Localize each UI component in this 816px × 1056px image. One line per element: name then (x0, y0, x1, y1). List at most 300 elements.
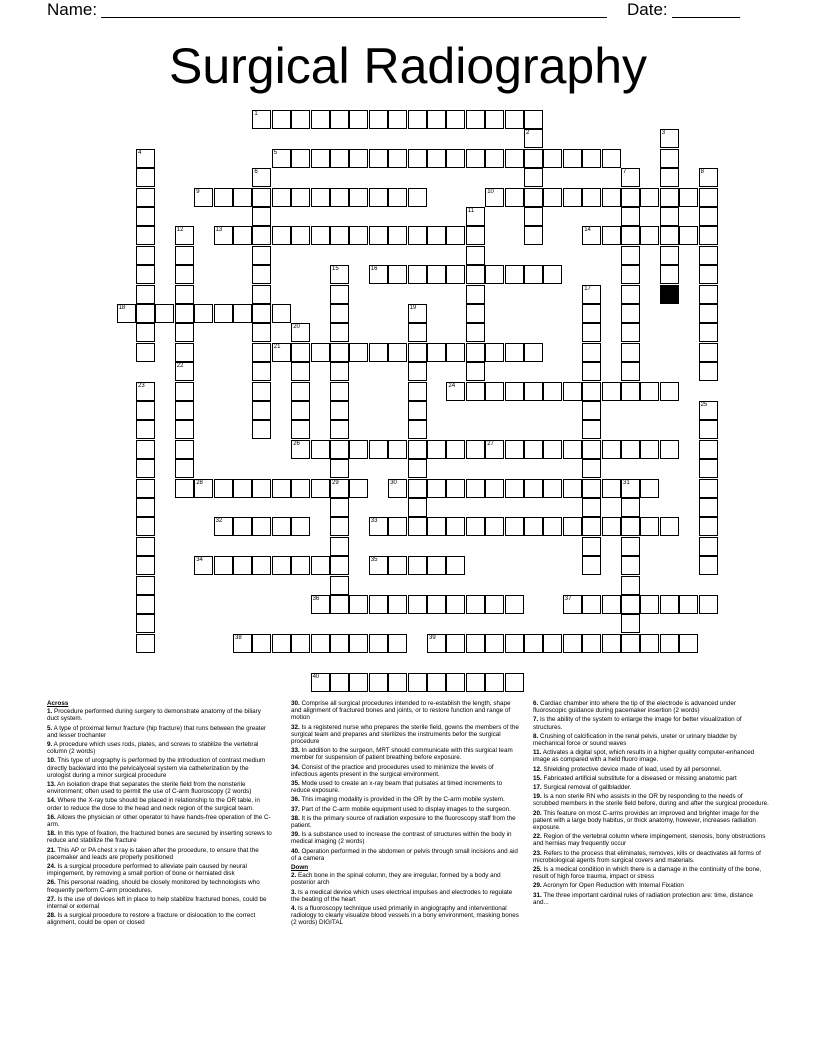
grid-cell[interactable] (660, 382, 679, 401)
grid-cell[interactable] (408, 265, 427, 284)
grid-cell[interactable] (621, 265, 640, 284)
grid-cell[interactable] (582, 459, 601, 478)
grid-cell[interactable] (699, 537, 718, 556)
grid-cell[interactable] (699, 343, 718, 362)
grid-cell[interactable] (252, 304, 271, 323)
grid-cell[interactable] (369, 110, 388, 129)
grid-cell[interactable] (369, 343, 388, 362)
grid-cell[interactable] (136, 614, 155, 633)
grid-cell[interactable] (175, 343, 194, 362)
grid-cell[interactable] (699, 265, 718, 284)
grid-cell[interactable] (524, 440, 543, 459)
grid-cell[interactable] (582, 343, 601, 362)
grid-cell[interactable] (524, 207, 543, 226)
grid-cell[interactable] (466, 673, 485, 692)
grid-cell[interactable] (543, 440, 562, 459)
grid-cell[interactable] (602, 226, 621, 245)
grid-cell[interactable] (660, 207, 679, 226)
grid-cell[interactable] (427, 343, 446, 362)
grid-cell[interactable] (485, 149, 504, 168)
grid-cell[interactable] (272, 517, 291, 536)
grid-cell[interactable] (427, 265, 446, 284)
grid-cell[interactable] (408, 323, 427, 342)
grid-cell[interactable] (505, 440, 524, 459)
grid-cell[interactable] (466, 246, 485, 265)
grid-cell[interactable] (582, 595, 601, 614)
grid-cell[interactable] (660, 440, 679, 459)
grid-cell[interactable] (446, 110, 465, 129)
grid-cell[interactable] (699, 188, 718, 207)
grid-cell[interactable] (505, 673, 524, 692)
grid-cell[interactable] (136, 343, 155, 362)
grid-cell[interactable] (252, 517, 271, 536)
grid-cell[interactable] (679, 188, 698, 207)
grid-cell[interactable] (252, 420, 271, 439)
grid-cell[interactable] (291, 149, 310, 168)
grid-cell[interactable] (349, 673, 368, 692)
grid-cell[interactable] (660, 595, 679, 614)
grid-cell[interactable] (621, 634, 640, 653)
grid-cell[interactable] (582, 440, 601, 459)
grid-cell[interactable] (446, 226, 465, 245)
grid-cell[interactable] (543, 479, 562, 498)
grid-cell[interactable] (524, 382, 543, 401)
grid-cell[interactable] (330, 226, 349, 245)
grid-cell[interactable] (446, 149, 465, 168)
grid-cell[interactable] (485, 343, 504, 362)
grid-cell[interactable] (524, 343, 543, 362)
grid-cell[interactable] (602, 440, 621, 459)
grid-cell[interactable] (369, 517, 388, 536)
grid-cell[interactable] (505, 188, 524, 207)
grid-cell[interactable] (330, 595, 349, 614)
grid-cell[interactable] (446, 440, 465, 459)
grid-cell[interactable] (621, 343, 640, 362)
grid-cell[interactable] (175, 226, 194, 245)
grid-cell[interactable] (136, 304, 155, 323)
grid-cell[interactable] (330, 362, 349, 381)
grid-cell[interactable] (640, 634, 659, 653)
grid-cell[interactable] (621, 207, 640, 226)
grid-cell[interactable] (252, 226, 271, 245)
grid-cell[interactable] (602, 188, 621, 207)
grid-cell[interactable] (446, 673, 465, 692)
grid-cell[interactable] (466, 479, 485, 498)
grid-cell[interactable] (136, 634, 155, 653)
grid-cell[interactable] (252, 323, 271, 342)
grid-cell[interactable] (214, 304, 233, 323)
grid-cell[interactable] (524, 265, 543, 284)
grid-cell[interactable] (330, 323, 349, 342)
grid-cell[interactable] (485, 673, 504, 692)
grid-cell[interactable] (466, 382, 485, 401)
grid-cell[interactable] (175, 479, 194, 498)
grid-cell[interactable] (505, 382, 524, 401)
grid-cell[interactable] (233, 517, 252, 536)
grid-cell[interactable] (621, 304, 640, 323)
grid-cell[interactable] (175, 304, 194, 323)
grid-cell[interactable] (252, 343, 271, 362)
grid-cell[interactable] (524, 129, 543, 148)
grid-cell[interactable] (466, 226, 485, 245)
grid-cell[interactable] (311, 479, 330, 498)
grid-cell[interactable] (563, 149, 582, 168)
grid-cell[interactable] (330, 459, 349, 478)
grid-cell[interactable] (349, 226, 368, 245)
grid-cell[interactable] (679, 634, 698, 653)
grid-cell[interactable] (136, 265, 155, 284)
grid-cell[interactable] (408, 673, 427, 692)
grid-cell[interactable] (194, 304, 213, 323)
grid-cell[interactable] (252, 265, 271, 284)
grid-cell[interactable] (699, 304, 718, 323)
grid-cell[interactable] (660, 129, 679, 148)
grid-cell[interactable] (252, 556, 271, 575)
grid-cell[interactable] (408, 459, 427, 478)
grid-cell[interactable] (621, 168, 640, 187)
grid-cell[interactable] (640, 440, 659, 459)
grid-cell[interactable] (388, 634, 407, 653)
grid-cell[interactable] (330, 265, 349, 284)
grid-cell[interactable] (291, 634, 310, 653)
grid-cell[interactable] (640, 517, 659, 536)
grid-cell[interactable] (233, 634, 252, 653)
grid-cell[interactable] (602, 479, 621, 498)
grid-cell[interactable] (330, 498, 349, 517)
grid-cell[interactable] (330, 285, 349, 304)
grid-cell[interactable] (582, 188, 601, 207)
grid-cell[interactable] (291, 188, 310, 207)
grid-cell[interactable] (446, 479, 465, 498)
grid-cell[interactable] (582, 382, 601, 401)
grid-cell[interactable] (582, 537, 601, 556)
grid-cell[interactable] (563, 440, 582, 459)
grid-cell[interactable] (563, 479, 582, 498)
grid-cell[interactable] (349, 188, 368, 207)
grid-cell[interactable] (388, 265, 407, 284)
grid-cell[interactable] (252, 634, 271, 653)
grid-cell[interactable] (660, 226, 679, 245)
grid-cell[interactable] (175, 323, 194, 342)
grid-cell[interactable] (427, 479, 446, 498)
grid-cell[interactable] (252, 285, 271, 304)
grid-cell[interactable] (524, 110, 543, 129)
grid-cell[interactable] (466, 343, 485, 362)
grid-cell[interactable] (349, 110, 368, 129)
grid-cell[interactable] (214, 479, 233, 498)
grid-cell[interactable] (408, 440, 427, 459)
grid-cell[interactable] (272, 110, 291, 129)
grid-cell[interactable] (408, 498, 427, 517)
grid-cell[interactable] (252, 168, 271, 187)
grid-cell[interactable] (485, 595, 504, 614)
grid-cell[interactable] (602, 382, 621, 401)
grid-cell[interactable] (330, 517, 349, 536)
grid-cell[interactable] (194, 188, 213, 207)
grid-cell[interactable] (446, 343, 465, 362)
grid-cell[interactable] (408, 556, 427, 575)
grid-cell[interactable] (291, 323, 310, 342)
grid-cell[interactable] (699, 498, 718, 517)
grid-cell[interactable] (602, 634, 621, 653)
grid-cell[interactable] (621, 246, 640, 265)
grid-cell[interactable] (563, 382, 582, 401)
grid-cell[interactable] (699, 556, 718, 575)
grid-cell[interactable] (582, 479, 601, 498)
grid-cell[interactable] (408, 479, 427, 498)
grid-cell[interactable] (621, 614, 640, 633)
grid-cell[interactable] (505, 517, 524, 536)
grid-cell[interactable] (330, 479, 349, 498)
grid-cell[interactable] (582, 556, 601, 575)
grid-cell[interactable] (524, 149, 543, 168)
grid-cell[interactable] (175, 401, 194, 420)
grid-cell[interactable] (505, 110, 524, 129)
grid-cell[interactable] (175, 265, 194, 284)
grid-cell[interactable] (408, 420, 427, 439)
grid-cell[interactable] (543, 149, 562, 168)
grid-cell[interactable] (427, 149, 446, 168)
grid-cell[interactable] (291, 440, 310, 459)
grid-cell[interactable] (136, 285, 155, 304)
grid-cell[interactable] (699, 440, 718, 459)
grid-cell[interactable] (136, 479, 155, 498)
grid-cell[interactable] (408, 382, 427, 401)
grid-cell[interactable] (505, 595, 524, 614)
grid-cell[interactable] (466, 110, 485, 129)
grid-cell[interactable] (524, 188, 543, 207)
grid-cell[interactable] (699, 459, 718, 478)
grid-cell[interactable] (136, 149, 155, 168)
grid-cell[interactable] (369, 265, 388, 284)
grid-cell[interactable] (272, 304, 291, 323)
grid-cell[interactable] (699, 285, 718, 304)
grid-cell[interactable] (252, 382, 271, 401)
grid-cell[interactable] (466, 304, 485, 323)
grid-cell[interactable] (466, 634, 485, 653)
grid-cell[interactable] (621, 285, 640, 304)
grid-cell[interactable] (660, 517, 679, 536)
grid-cell[interactable] (408, 343, 427, 362)
grid-cell[interactable] (194, 479, 213, 498)
grid-cell[interactable] (524, 226, 543, 245)
grid-cell[interactable] (369, 595, 388, 614)
grid-cell[interactable] (582, 304, 601, 323)
grid-cell[interactable] (485, 110, 504, 129)
grid-cell[interactable] (291, 401, 310, 420)
grid-cell[interactable] (621, 440, 640, 459)
grid-cell[interactable] (699, 479, 718, 498)
grid-cell[interactable] (388, 149, 407, 168)
grid-cell[interactable] (291, 382, 310, 401)
grid-cell[interactable] (408, 595, 427, 614)
grid-cell[interactable] (485, 634, 504, 653)
grid-cell[interactable] (660, 188, 679, 207)
grid-cell[interactable] (136, 382, 155, 401)
grid-cell[interactable] (446, 634, 465, 653)
grid-cell[interactable] (446, 556, 465, 575)
grid-cell[interactable] (621, 226, 640, 245)
grid-cell[interactable] (466, 207, 485, 226)
grid-cell[interactable] (311, 634, 330, 653)
grid-cell[interactable] (388, 110, 407, 129)
grid-cell[interactable] (136, 207, 155, 226)
grid-cell[interactable] (252, 110, 271, 129)
grid-cell[interactable] (408, 226, 427, 245)
grid-cell[interactable] (543, 517, 562, 536)
grid-cell[interactable] (136, 459, 155, 478)
grid-cell[interactable] (505, 634, 524, 653)
grid-cell[interactable] (272, 226, 291, 245)
grid-cell[interactable] (466, 265, 485, 284)
grid-cell[interactable] (175, 420, 194, 439)
grid-cell[interactable] (679, 595, 698, 614)
grid-cell[interactable] (252, 246, 271, 265)
grid-cell[interactable] (446, 265, 465, 284)
grid-cell[interactable] (311, 595, 330, 614)
grid-cell[interactable] (582, 498, 601, 517)
grid-cell[interactable] (582, 420, 601, 439)
grid-cell[interactable] (175, 440, 194, 459)
grid-cell[interactable] (388, 556, 407, 575)
grid-cell[interactable] (311, 226, 330, 245)
grid-cell[interactable] (408, 362, 427, 381)
grid-cell[interactable] (330, 440, 349, 459)
grid-cell[interactable] (272, 556, 291, 575)
grid-cell[interactable] (330, 343, 349, 362)
grid-cell[interactable] (388, 479, 407, 498)
grid-cell[interactable] (621, 188, 640, 207)
grid-cell[interactable] (524, 479, 543, 498)
grid-cell[interactable] (485, 382, 504, 401)
grid-cell[interactable] (330, 188, 349, 207)
grid-cell[interactable] (602, 149, 621, 168)
grid-cell[interactable] (330, 304, 349, 323)
grid-cell[interactable] (621, 479, 640, 498)
grid-cell[interactable] (369, 556, 388, 575)
grid-cell[interactable] (311, 673, 330, 692)
grid-cell[interactable] (388, 188, 407, 207)
grid-cell[interactable] (427, 440, 446, 459)
grid-cell[interactable] (699, 168, 718, 187)
grid-cell[interactable] (291, 362, 310, 381)
grid-cell[interactable] (272, 634, 291, 653)
grid-cell[interactable] (136, 556, 155, 575)
grid-cell[interactable] (291, 110, 310, 129)
grid-cell[interactable] (214, 517, 233, 536)
grid-cell[interactable] (408, 517, 427, 536)
grid-cell[interactable] (291, 343, 310, 362)
grid-cell[interactable] (369, 188, 388, 207)
grid-cell[interactable] (214, 226, 233, 245)
grid-cell[interactable] (427, 634, 446, 653)
grid-cell[interactable] (699, 246, 718, 265)
grid-cell[interactable] (505, 343, 524, 362)
grid-cell[interactable] (136, 168, 155, 187)
grid-cell[interactable] (621, 595, 640, 614)
grid-cell[interactable] (252, 207, 271, 226)
grid-cell[interactable] (466, 323, 485, 342)
grid-cell[interactable] (427, 595, 446, 614)
grid-cell[interactable] (505, 265, 524, 284)
grid-cell[interactable] (272, 149, 291, 168)
grid-cell[interactable] (388, 440, 407, 459)
grid-cell[interactable] (117, 304, 136, 323)
grid-cell[interactable] (640, 595, 659, 614)
grid-cell[interactable] (388, 673, 407, 692)
grid-cell[interactable] (446, 595, 465, 614)
grid-cell[interactable] (349, 149, 368, 168)
grid-cell[interactable] (485, 265, 504, 284)
grid-cell[interactable] (699, 420, 718, 439)
grid-cell[interactable] (136, 323, 155, 342)
grid-cell[interactable] (660, 149, 679, 168)
grid-cell[interactable] (466, 285, 485, 304)
grid-cell[interactable] (446, 517, 465, 536)
grid-cell[interactable] (291, 479, 310, 498)
grid-cell[interactable] (369, 634, 388, 653)
grid-cell[interactable] (427, 517, 446, 536)
grid-cell[interactable] (272, 188, 291, 207)
grid-cell[interactable] (330, 537, 349, 556)
grid-cell[interactable] (582, 149, 601, 168)
grid-cell[interactable] (311, 343, 330, 362)
grid-cell[interactable] (311, 149, 330, 168)
grid-cell[interactable] (563, 595, 582, 614)
grid-cell[interactable] (485, 440, 504, 459)
grid-cell[interactable] (252, 362, 271, 381)
grid-cell[interactable] (485, 188, 504, 207)
grid-cell[interactable] (252, 188, 271, 207)
grid-cell[interactable] (330, 576, 349, 595)
grid-cell[interactable] (291, 420, 310, 439)
grid-cell[interactable] (602, 517, 621, 536)
grid-cell[interactable] (466, 440, 485, 459)
grid-cell[interactable] (349, 440, 368, 459)
grid-cell[interactable] (563, 517, 582, 536)
grid-cell[interactable] (330, 420, 349, 439)
grid-cell[interactable] (252, 479, 271, 498)
grid-cell[interactable] (252, 401, 271, 420)
grid-cell[interactable] (543, 265, 562, 284)
grid-cell[interactable] (427, 226, 446, 245)
grid-cell[interactable] (388, 517, 407, 536)
grid-cell[interactable] (660, 634, 679, 653)
grid-cell[interactable] (388, 595, 407, 614)
grid-cell[interactable] (543, 188, 562, 207)
grid-cell[interactable] (233, 556, 252, 575)
grid-cell[interactable] (272, 479, 291, 498)
grid-cell[interactable] (175, 285, 194, 304)
grid-cell[interactable] (175, 246, 194, 265)
grid-cell[interactable] (485, 479, 504, 498)
grid-cell[interactable] (408, 188, 427, 207)
grid-cell[interactable] (136, 576, 155, 595)
grid-cell[interactable] (291, 517, 310, 536)
grid-cell[interactable] (621, 537, 640, 556)
grid-cell[interactable] (388, 343, 407, 362)
grid-cell[interactable] (349, 479, 368, 498)
grid-cell[interactable] (136, 226, 155, 245)
grid-cell[interactable] (543, 634, 562, 653)
grid-cell[interactable] (408, 110, 427, 129)
grid-cell[interactable] (349, 343, 368, 362)
grid-cell[interactable] (330, 634, 349, 653)
grid-cell[interactable] (311, 110, 330, 129)
grid-cell[interactable] (621, 498, 640, 517)
grid-cell[interactable] (330, 382, 349, 401)
grid-cell[interactable] (408, 149, 427, 168)
